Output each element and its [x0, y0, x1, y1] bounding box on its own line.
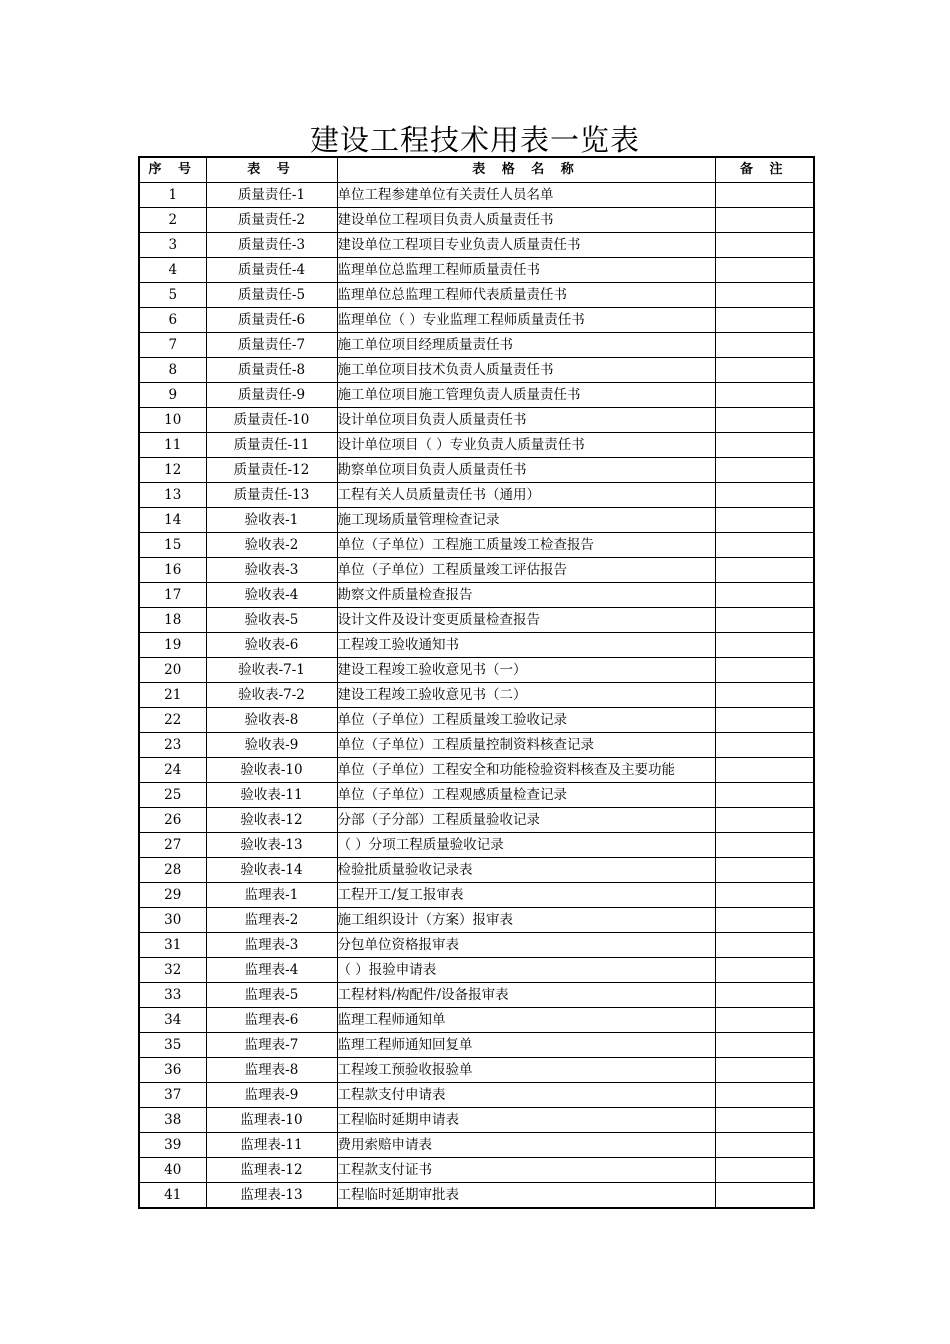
header-code: 表 号: [206, 157, 337, 183]
forms-table: [138, 156, 815, 1209]
cell-remark: [715, 383, 814, 408]
cell-seq: 1: [139, 183, 206, 208]
cell-code: 监理表-11: [206, 1133, 337, 1158]
cell-name: 施工单位项目施工管理负责人质量责任书: [337, 383, 715, 408]
cell-seq: 28: [139, 858, 206, 883]
cell-name: 施工单位项目经理质量责任书: [337, 333, 715, 358]
table-row: [139, 808, 814, 833]
cell-code: 监理表-9: [206, 1083, 337, 1108]
cell-code: 质量责任-1: [206, 183, 337, 208]
cell-code: 验收表-8: [206, 708, 337, 733]
cell-code: 质量责任-6: [206, 308, 337, 333]
cell-code: 验收表-1: [206, 508, 337, 533]
cell-seq: 36: [139, 1058, 206, 1083]
table-row: [139, 608, 814, 633]
table-row: [139, 1183, 814, 1209]
cell-remark: [715, 633, 814, 658]
table-row: [139, 1108, 814, 1133]
cell-code: 验收表-12: [206, 808, 337, 833]
cell-code: 验收表-9: [206, 733, 337, 758]
cell-name: 工程竣工验收通知书: [337, 633, 715, 658]
cell-remark: [715, 1158, 814, 1183]
cell-name: 工程材料/构配件/设备报审表: [337, 983, 715, 1008]
table-row: [139, 508, 814, 533]
cell-code: 监理表-1: [206, 883, 337, 908]
cell-remark: [715, 483, 814, 508]
cell-code: 质量责任-4: [206, 258, 337, 283]
table-header-row: [139, 157, 814, 183]
cell-remark: [715, 858, 814, 883]
cell-code: 验收表-5: [206, 608, 337, 633]
header-remark: 备 注: [715, 157, 814, 183]
table-row: [139, 883, 814, 908]
cell-seq: 33: [139, 983, 206, 1008]
cell-code: 质量责任-3: [206, 233, 337, 258]
cell-name: 单位工程参建单位有关责任人员名单: [337, 183, 715, 208]
table-row: [139, 333, 814, 358]
cell-code: 监理表-7: [206, 1033, 337, 1058]
table-row: [139, 558, 814, 583]
cell-seq: 39: [139, 1133, 206, 1158]
cell-name: 监理单位（ ）专业监理工程师质量责任书: [337, 308, 715, 333]
cell-remark: [715, 408, 814, 433]
cell-remark: [715, 1033, 814, 1058]
cell-remark: [715, 1058, 814, 1083]
cell-seq: 34: [139, 1008, 206, 1033]
cell-remark: [715, 583, 814, 608]
cell-name: 建设单位工程项目负责人质量责任书: [337, 208, 715, 233]
cell-seq: 20: [139, 658, 206, 683]
table-row: [139, 733, 814, 758]
cell-remark: [715, 433, 814, 458]
cell-name: 工程有关人员质量责任书（通用）: [337, 483, 715, 508]
cell-code: 质量责任-11: [206, 433, 337, 458]
table-row: [139, 983, 814, 1008]
cell-seq: 6: [139, 308, 206, 333]
cell-name: 勘察文件质量检查报告: [337, 583, 715, 608]
cell-code: 质量责任-9: [206, 383, 337, 408]
cell-remark: [715, 283, 814, 308]
cell-remark: [715, 833, 814, 858]
cell-remark: [715, 908, 814, 933]
cell-remark: [715, 358, 814, 383]
cell-name: 工程临时延期审批表: [337, 1183, 715, 1209]
cell-seq: 21: [139, 683, 206, 708]
table-row: [139, 583, 814, 608]
cell-seq: 22: [139, 708, 206, 733]
cell-name: 工程款支付申请表: [337, 1083, 715, 1108]
cell-remark: [715, 258, 814, 283]
cell-name: 设计单位项目负责人质量责任书: [337, 408, 715, 433]
table-row: [139, 1008, 814, 1033]
cell-name: 建设单位工程项目专业负责人质量责任书: [337, 233, 715, 258]
cell-remark: [715, 333, 814, 358]
cell-seq: 37: [139, 1083, 206, 1108]
cell-name: 设计单位项目（ ）专业负责人质量责任书: [337, 433, 715, 458]
cell-remark: [715, 933, 814, 958]
cell-remark: [715, 1183, 814, 1209]
cell-code: 验收表-7-1: [206, 658, 337, 683]
table-row: [139, 933, 814, 958]
table-row: [139, 233, 814, 258]
cell-remark: [715, 783, 814, 808]
cell-name: 施工单位项目技术负责人质量责任书: [337, 358, 715, 383]
table-row: [139, 1058, 814, 1083]
cell-code: 监理表-13: [206, 1183, 337, 1209]
header-name: 表 格 名 称: [337, 157, 715, 183]
cell-remark: [715, 658, 814, 683]
cell-code: 监理表-8: [206, 1058, 337, 1083]
cell-seq: 26: [139, 808, 206, 833]
cell-name: 分包单位资格报审表: [337, 933, 715, 958]
table-row: [139, 958, 814, 983]
cell-remark: [715, 958, 814, 983]
cell-code: 质量责任-8: [206, 358, 337, 383]
cell-seq: 2: [139, 208, 206, 233]
cell-remark: [715, 883, 814, 908]
cell-name: 分部（子分部）工程质量验收记录: [337, 808, 715, 833]
cell-remark: [715, 183, 814, 208]
cell-name: 建设工程竣工验收意见书（二）: [337, 683, 715, 708]
cell-seq: 25: [139, 783, 206, 808]
cell-name: 检验批质量验收记录表: [337, 858, 715, 883]
table-row: [139, 483, 814, 508]
cell-seq: 11: [139, 433, 206, 458]
table-row: [139, 658, 814, 683]
cell-seq: 35: [139, 1033, 206, 1058]
cell-seq: 31: [139, 933, 206, 958]
cell-code: 监理表-2: [206, 908, 337, 933]
cell-remark: [715, 1008, 814, 1033]
cell-remark: [715, 758, 814, 783]
cell-seq: 5: [139, 283, 206, 308]
cell-code: 验收表-3: [206, 558, 337, 583]
cell-seq: 19: [139, 633, 206, 658]
cell-code: 监理表-6: [206, 1008, 337, 1033]
cell-seq: 3: [139, 233, 206, 258]
cell-name: 勘察单位项目负责人质量责任书: [337, 458, 715, 483]
cell-remark: [715, 808, 814, 833]
cell-code: 质量责任-12: [206, 458, 337, 483]
cell-remark: [715, 1133, 814, 1158]
cell-name: 监理单位总监理工程师代表质量责任书: [337, 283, 715, 308]
cell-seq: 27: [139, 833, 206, 858]
cell-name: 单位（子单位）工程观感质量检查记录: [337, 783, 715, 808]
cell-name: （ ）分项工程质量验收记录: [337, 833, 715, 858]
cell-remark: [715, 683, 814, 708]
cell-code: 质量责任-2: [206, 208, 337, 233]
cell-name: 施工现场质量管理检查记录: [337, 508, 715, 533]
table-row: [139, 458, 814, 483]
table-row: [139, 633, 814, 658]
table-row: [139, 308, 814, 333]
cell-code: 验收表-7-2: [206, 683, 337, 708]
table-row: [139, 708, 814, 733]
cell-seq: 4: [139, 258, 206, 283]
cell-remark: [715, 983, 814, 1008]
table-row: [139, 283, 814, 308]
cell-seq: 9: [139, 383, 206, 408]
header-seq: 序 号: [139, 157, 206, 183]
table-row: [139, 183, 814, 208]
table-row: [139, 1083, 814, 1108]
cell-code: 验收表-14: [206, 858, 337, 883]
cell-name: 施工组织设计（方案）报审表: [337, 908, 715, 933]
cell-name: 工程款支付证书: [337, 1158, 715, 1183]
cell-name: 设计文件及设计变更质量检查报告: [337, 608, 715, 633]
cell-code: 监理表-5: [206, 983, 337, 1008]
cell-code: 监理表-10: [206, 1108, 337, 1133]
cell-code: 监理表-3: [206, 933, 337, 958]
cell-seq: 40: [139, 1158, 206, 1183]
cell-code: 验收表-13: [206, 833, 337, 858]
cell-code: 质量责任-7: [206, 333, 337, 358]
cell-remark: [715, 1108, 814, 1133]
table-row: [139, 1033, 814, 1058]
cell-name: 单位（子单位）工程施工质量竣工检查报告: [337, 533, 715, 558]
table-row: [139, 383, 814, 408]
table-row: [139, 833, 814, 858]
table-row: [139, 908, 814, 933]
page-title: 建设工程技术用表一览表: [309, 123, 640, 157]
cell-seq: 7: [139, 333, 206, 358]
cell-seq: 18: [139, 608, 206, 633]
cell-seq: 13: [139, 483, 206, 508]
table-row: [139, 783, 814, 808]
cell-code: 质量责任-10: [206, 408, 337, 433]
cell-seq: 41: [139, 1183, 206, 1209]
table-row: [139, 858, 814, 883]
cell-seq: 8: [139, 358, 206, 383]
cell-code: 验收表-11: [206, 783, 337, 808]
cell-seq: 32: [139, 958, 206, 983]
cell-seq: 17: [139, 583, 206, 608]
cell-remark: [715, 1083, 814, 1108]
table-row: [139, 408, 814, 433]
cell-name: 监理工程师通知回复单: [337, 1033, 715, 1058]
table-row: [139, 1133, 814, 1158]
cell-name: 监理工程师通知单: [337, 1008, 715, 1033]
cell-name: 监理单位总监理工程师质量责任书: [337, 258, 715, 283]
cell-seq: 10: [139, 408, 206, 433]
table-row: [139, 758, 814, 783]
table-row: [139, 358, 814, 383]
cell-name: 单位（子单位）工程质量竣工评估报告: [337, 558, 715, 583]
table-row: [139, 208, 814, 233]
table-row: [139, 533, 814, 558]
cell-name: 单位（子单位）工程质量控制资料核查记录: [337, 733, 715, 758]
cell-name: 费用索赔申请表: [337, 1133, 715, 1158]
cell-code: 验收表-2: [206, 533, 337, 558]
cell-name: 单位（子单位）工程安全和功能检验资料核查及主要功能: [337, 758, 715, 783]
cell-remark: [715, 708, 814, 733]
cell-seq: 24: [139, 758, 206, 783]
cell-name: 单位（子单位）工程质量竣工验收记录: [337, 708, 715, 733]
cell-remark: [715, 533, 814, 558]
cell-name: 建设工程竣工验收意见书（一）: [337, 658, 715, 683]
cell-seq: 29: [139, 883, 206, 908]
cell-seq: 30: [139, 908, 206, 933]
cell-code: 验收表-10: [206, 758, 337, 783]
cell-seq: 38: [139, 1108, 206, 1133]
cell-remark: [715, 458, 814, 483]
cell-code: 验收表-6: [206, 633, 337, 658]
cell-remark: [715, 208, 814, 233]
cell-remark: [715, 608, 814, 633]
cell-seq: 23: [139, 733, 206, 758]
cell-seq: 16: [139, 558, 206, 583]
cell-code: 质量责任-13: [206, 483, 337, 508]
cell-name: 工程竣工预验收报验单: [337, 1058, 715, 1083]
table-row: [139, 1158, 814, 1183]
table-row: [139, 258, 814, 283]
cell-seq: 14: [139, 508, 206, 533]
cell-seq: 15: [139, 533, 206, 558]
cell-code: 质量责任-5: [206, 283, 337, 308]
cell-remark: [715, 508, 814, 533]
cell-seq: 12: [139, 458, 206, 483]
cell-code: 监理表-12: [206, 1158, 337, 1183]
cell-remark: [715, 558, 814, 583]
cell-remark: [715, 233, 814, 258]
cell-name: 工程开工/复工报审表: [337, 883, 715, 908]
cell-remark: [715, 733, 814, 758]
table-row: [139, 683, 814, 708]
table-row: [139, 433, 814, 458]
cell-name: （ ）报验申请表: [337, 958, 715, 983]
cell-code: 监理表-4: [206, 958, 337, 983]
cell-name: 工程临时延期申请表: [337, 1108, 715, 1133]
cell-code: 验收表-4: [206, 583, 337, 608]
cell-remark: [715, 308, 814, 333]
